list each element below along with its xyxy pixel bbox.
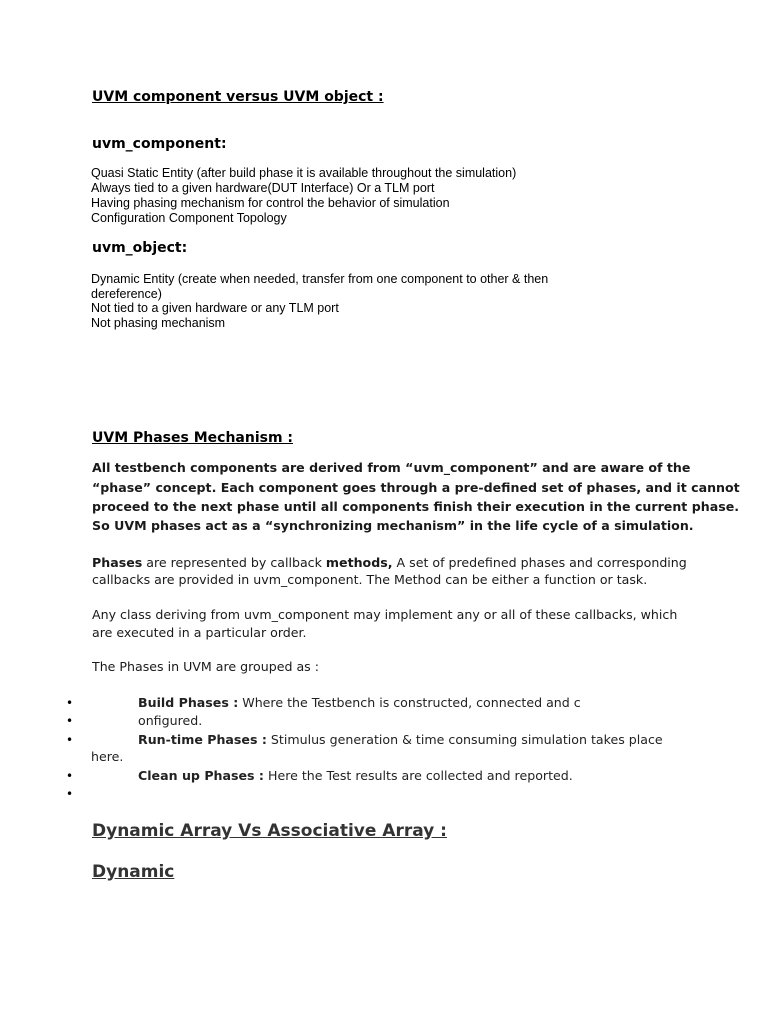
section-title-uvm-phases: UVM Phases Mechanism : xyxy=(92,430,294,446)
uvm-component-line-4: Configuration Component Topology xyxy=(91,211,287,225)
methods-word: methods, xyxy=(325,555,393,570)
list-item-build-cont: onfigured. xyxy=(138,713,203,728)
section-subtitle-dynamic: Dynamic xyxy=(92,862,175,882)
cleanup-phases-label: Clean up Phases : xyxy=(138,768,264,783)
phases-para-1-line-4: So UVM phases act as a “synchronizing mechanism” in the life cycle of a simulation. xyxy=(92,518,694,533)
phases-para-2-line-2: callbacks are provided in uvm_component. The Method can be either a function or task. xyxy=(92,572,648,587)
phases-para-1-line-3: proceed to the next phase until all components finish their execution in the current phase. xyxy=(92,499,740,514)
list-item-build xyxy=(138,695,581,710)
uvm-object-line-3: Not tied to a given hardware or any TLM port xyxy=(91,301,339,315)
phases-para-1-line-1: All testbench components are derived from “uvm_component” and are aware of the xyxy=(92,460,691,475)
bullet-1: • xyxy=(66,696,74,710)
bullet-5: • xyxy=(66,787,74,801)
section-title-uvm-component-vs-object: UVM component versus UVM object : xyxy=(92,89,384,105)
phases-para-3-line-1: Any class deriving from uvm_component may implement any or all of these callbacks, which xyxy=(92,607,678,622)
phases-para-3-line-2: are executed in a particular order. xyxy=(92,625,307,640)
para-2-text-a: are represented by callback xyxy=(142,555,326,570)
uvm-object-line-4: Not phasing mechanism xyxy=(91,316,226,330)
bullet-2: • xyxy=(66,714,74,728)
uvm-component-heading: uvm_component: xyxy=(92,136,227,152)
uvm-component-line-2: Always tied to a given hardware(DUT Interface) Or a TLM port xyxy=(91,181,435,195)
uvm-object-line-2: dereference) xyxy=(91,287,162,301)
phases-para-4: The Phases in UVM are grouped as : xyxy=(92,659,319,674)
phases-para-1-line-2: “phase” concept. Each component goes through a pre-defined set of phases, and it cannot xyxy=(92,480,740,495)
uvm-component-line-1: Quasi Static Entity (after build phase it is available throughout the simulation) xyxy=(91,166,517,180)
uvm-object-heading: uvm_object: xyxy=(92,240,188,256)
list-item-runtime xyxy=(138,732,663,747)
phases-word: Phases xyxy=(92,555,143,570)
uvm-object-line-1: Dynamic Entity (create when needed, transfer from one component to other & then xyxy=(91,272,549,286)
bullet-4: • xyxy=(66,769,74,783)
list-item-cleanup xyxy=(138,768,573,783)
para-2-text-b: A set of predefined phases and corresponding xyxy=(392,555,687,570)
cleanup-phases-text: Here the Test results are collected and reported. xyxy=(263,768,573,783)
runtime-phases-label: Run-time Phases : xyxy=(138,732,267,747)
build-phases-text: Where the Testbench is constructed, connected and c xyxy=(238,695,581,710)
uvm-component-line-3: Having phasing mechanism for control the behavior of simulation xyxy=(91,196,450,210)
runtime-phases-text: Stimulus generation & time consuming simulation takes place xyxy=(266,732,663,747)
bullet-3: • xyxy=(66,733,74,747)
build-phases-label: Build Phases : xyxy=(138,695,239,710)
phases-para-2-line-1 xyxy=(92,555,687,570)
list-item-runtime-cont: here. xyxy=(91,749,124,764)
section-title-dynamic-vs-associative: Dynamic Array Vs Associative Array : xyxy=(92,821,447,841)
